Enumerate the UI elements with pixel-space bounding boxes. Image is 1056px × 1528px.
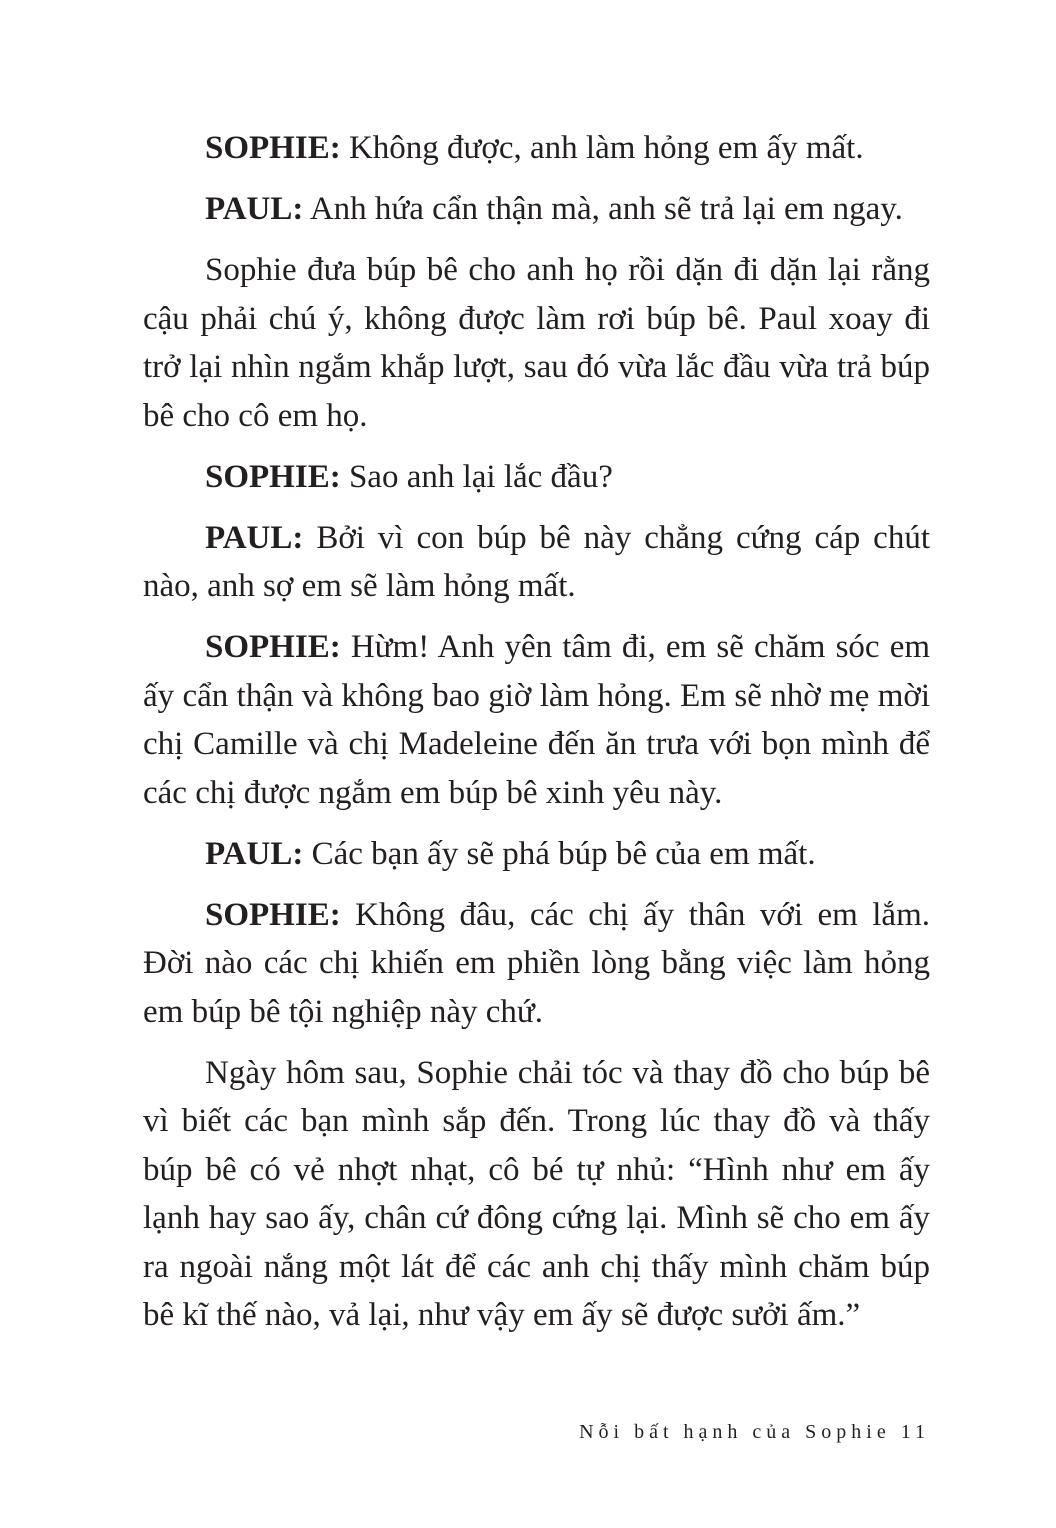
dialogue-paragraph [143,514,930,611]
speaker-name: SOPHIE: [205,130,341,166]
page-number: 11 [900,1421,930,1443]
paragraph-text: Sao anh lại lắc đầu? [348,458,613,495]
paragraph-text: Ngày hôm sau, Sophie chải tóc và thay đồ cho búp bê vì biết các bạn mình sắp đến. Trong lúc thay đồ và thấy búp bê có vẻ nhợt nhạt, cô bé tự nhủ: “Hình như em ấy lạnh hay sao ấy, chân cứ đông cứng lại. Mình sẽ cho em ấy ra ngoài nắng một lát để các anh chị thấy mình chăm búp bê kĩ thế nào, vả lại, như vậy em ấy sẽ được sưởi ấm.” [143,1054,930,1333]
speaker-name: PAUL: [205,519,304,556]
speaker-name: SOPHIE: [205,629,341,665]
dialogue-paragraph [143,623,930,817]
speaker-name: PAUL: [205,191,304,227]
speaker-name: SOPHIE: [205,896,341,933]
paragraph-text: Anh hứa cẩn thận mà, anh sẽ trả lại em ngay. [309,191,903,227]
paragraph-text: Sophie đưa búp bê cho anh họ rồi dặn đi dặn lại rằng cậu phải chú ý, không được làm rơi búp bê. Paul xoay đi trở lại nhìn ngắm khắp lượt, sau đó vừa lắc đầu vừa trả búp bê cho cô em họ. [143,252,930,434]
narration-paragraph [143,1049,930,1340]
body-text [143,124,930,1352]
paragraph-text: Không được, anh làm hỏng em ấy mất. [348,130,864,166]
speaker-name: SOPHIE: [205,458,341,495]
paragraph-text: Không đâu, các chị ấy thân với em lắm. Đời nào các chị khiến em phiền lòng bằng việc làm hỏng em búp bê tội nghiệp này chứ. [143,896,930,1030]
dialogue-paragraph [143,830,930,879]
book-title: Nỗi bất hạnh của Sophie [579,1421,891,1443]
dialogue-paragraph [143,453,930,502]
speaker-name: PAUL: [205,835,304,872]
paragraph-text: Bởi vì con búp bê này chẳng cứng cáp chút nào, anh sợ em sẽ làm hỏng mất. [143,519,930,604]
dialogue-paragraph [143,891,930,1037]
dialogue-paragraph [143,124,930,173]
paragraph-text: Hừm! Anh yên tâm đi, em sẽ chăm sóc em ấy cẩn thận và không bao giờ làm hỏng. Em sẽ nhờ mẹ mời chị Camille và chị Madeleine đến ăn trưa với bọn mình để các chị được ngắm em búp bê xinh yêu này. [143,629,931,811]
dialogue-paragraph [143,185,930,234]
running-footer [579,1421,930,1444]
paragraph-text: Các bạn ấy sẽ phá búp bê của em mất. [311,835,816,872]
narration-paragraph [143,246,930,440]
